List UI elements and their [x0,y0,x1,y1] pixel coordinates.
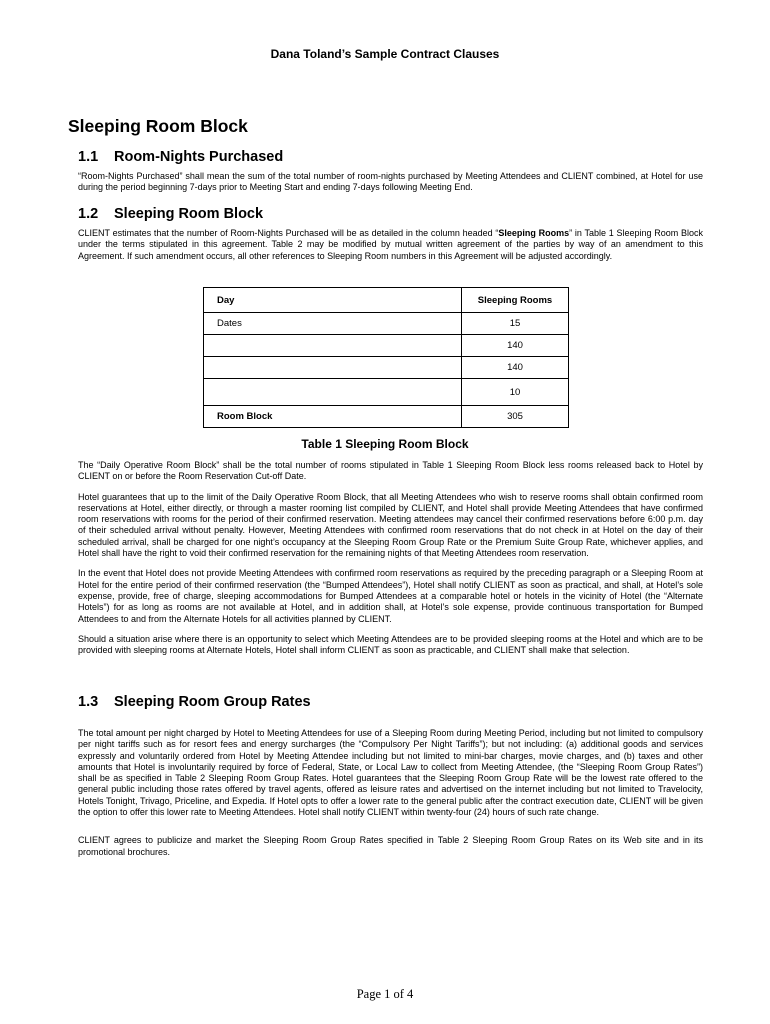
table-cell-day [204,379,462,406]
paragraph-daily-operative-room-block: The “Daily Operative Room Block” shall be the total number of rooms stipulated in Table 1 Sleeping Room Block less rooms released back to Hotel by CLIENT on or before the Room Reservation Cut-off Date. [78,460,703,482]
table-cell-rooms: 140 [462,335,569,357]
document-title: Sleeping Room Block [68,116,248,136]
section-title: Sleeping Room Block [114,206,264,222]
paragraph-room-nights-definition: “Room-Nights Purchased” shall mean the sum of the total number of room-nights purchased by Meeting Attendees and CLIENT combined, at Hotel for use during the period beginning 7-days prior to Meeting Start and ending 7-days following Meeting End. [78,171,703,193]
table-row [204,357,569,379]
column-header-sleeping-rooms: Sleeping Rooms [462,288,569,313]
paragraph-client-estimates: CLIENT estimates that the number of Room-Nights Purchased will be as detailed in the column headed “Sleeping Rooms” in Table 1 Sleeping Room Block under the terms stipulated in this agreement. Table 2 may be modified by mutual written agreement of the parties by way of an amendment to this Agreement. If such amendment occurs, all other references to Sleeping Room numbers in this Agreement will be adjusted accordingly. [78,228,703,261]
section-number: 1.2 [78,206,99,222]
section-heading-1-1 [78,149,703,165]
section-room-nights-purchased [78,149,703,203]
table-cell-rooms: 15 [462,313,569,335]
table-total-label: Room Block [204,406,462,428]
section-sleeping-room-block-continued [78,460,703,665]
table-cell-day: Dates [204,313,462,335]
section-sleeping-room-group-rates [78,694,703,867]
table-cell-rooms: 140 [462,357,569,379]
table-cell-day [204,357,462,379]
page-header: Dana Toland’s Sample Contract Clauses [270,47,500,61]
section-number: 1.3 [78,694,99,710]
paragraph-publicize-rates: CLIENT agrees to publicize and market the Sleeping Room Group Rates specified in Table 2 Sleeping Room Group Rates on its Web site and in its promotional brochures. [78,835,703,857]
paragraph-alternate-hotels-selection: Should a situation arise where there is an opportunity to select which Meeting Attendees are to be provided sleeping rooms at the Hotel and which are to be provided with sleeping rooms at Alternate Hotels, Hotel shall inform CLIENT as soon as practicable, and CLIENT shall make that selection. [78,633,703,656]
section-number: 1.1 [78,149,99,165]
section-heading-1-3 [78,694,703,710]
sleeping-room-block-table [203,287,569,428]
table-caption: Table 1 Sleeping Room Block [301,437,469,451]
page-number: Page 1 of 4 [356,987,414,1001]
table-row [204,335,569,357]
section-title: Room-Nights Purchased [114,149,284,165]
paragraph-bumped-attendees: In the event that Hotel does not provide Meeting Attendees with confirmed room reservations as required by the preceding paragraph or a Sleeping Room at Hotel for the entire period of their confirmed reservation (the “Bumped Attendees”), Hotel shall notify CLIENT as soon as practical, and shall, at Hotel’s sole expense, provide, free of charge, sleeping accommodations for Bumped Attendees at a comparable hotel or hotels in the vicinity of Hotel (the “Alternate Hotels”) for as long as rooms are not available at Hotel, and in addition shall, at Hotel’s sole expense, provide continuous transportation for Bumped Attendees to and from the Alternate Hotels for all activities planned by CLIENT. [78,568,703,624]
section-sleeping-room-block [78,206,703,271]
paragraph-group-rate-definition: The total amount per night charged by Hotel to Meeting Attendees for use of a Sleeping Room during Meeting Period, including but not limited to compulsory per night tariffs such as for resort fees and energy surcharges (the “Compulsory Per Night Tariffs”); but not including: (a) additional goods and services expressly and voluntarily ordered from Hotel by Meeting Attendee including but not limited to mini-bar charges, movie charges, and (b) taxes and other amounts that Hotel is involuntarily required by force of Federal, State, or Local Law to collect from Meeting Attendee, (the “Sleeping Room Group Rates”) shall be as specified in Table 2 Sleeping Room Group Rates. Hotel guarantees that the Sleeping Room Group Rate will be the lowest rate offered to the general public including those rates offered by travel agents, offered as leisure rates and advertised on the internet including but not limited to Travelocity, Hotels Tonight, Trivago, Priceline, and Expedia. If Hotel opts to offer a lower rate to the general public after the contract execution date, CLIENT will be given the option to offer this lower rate to Meeting Attendees. Hotel shall notify CLIENT within twenty-four (24) hours of such rate change. [78,728,703,818]
table-total-row [204,406,569,428]
section-heading-1-2 [78,206,703,222]
table-total-value: 305 [462,406,569,428]
column-header-day: Day [204,288,462,313]
table-header-row [204,288,569,313]
table-row [204,313,569,335]
table-cell-day [204,335,462,357]
section-title: Sleeping Room Group Rates [114,694,311,710]
paragraph-hotel-guarantees: Hotel guarantees that up to the limit of the Daily Operative Room Block, that all Meeting Attendees who wish to reserve rooms shall obtain confirmed room reservations at Hotel, either directly, or through a master rooming list compiled by CLIENT, and Hotel shall provide Meeting Attendees that have confirmed room reservations with rooms for the period of their confirmed reservation. Meeting attendees may cancel their confirmed reservations before 6:00 p.m. day of their scheduled arrival without penalty. However, Meeting Attendees with confirmed room reservations that do not check in at Hotel on the day of their scheduled arrival, shall be charged for one night’s occupancy at the Sleeping Room Group Rate or the Premium Suite Group Rate, whichever applies, and Hotel shall have the right to void their confirmed reservation for the remaining nights of that Meeting Attendees room reservation. [78,491,703,559]
table-cell-rooms: 10 [462,379,569,406]
sleeping-rooms-emphasis: Sleeping Rooms [498,228,570,238]
table-row [204,379,569,406]
